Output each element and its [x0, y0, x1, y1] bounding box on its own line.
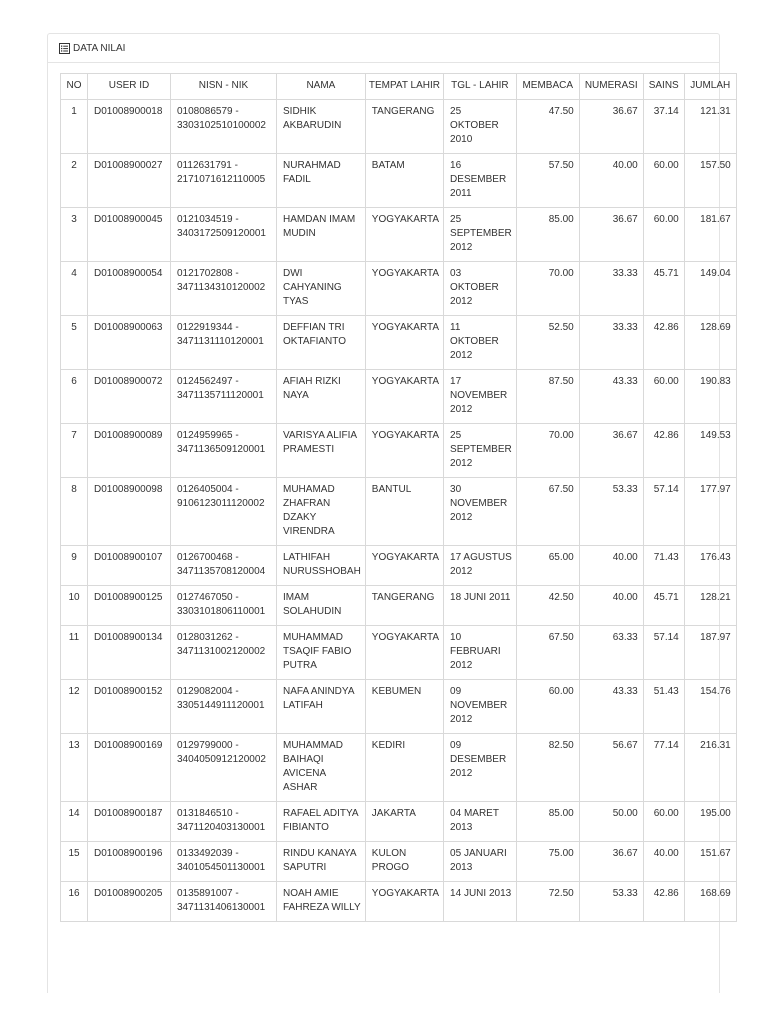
cell-tgl-lahir: 30 NOVEMBER 2012: [444, 478, 517, 546]
cell-no: 15: [61, 842, 88, 882]
cell-sains: 60.00: [643, 154, 684, 208]
cell-nisn-nik: 0124959965 - 3471136509120001: [171, 424, 277, 478]
cell-nama: RAFAEL ADITYA FIBIANTO: [277, 802, 366, 842]
cell-sains: 57.14: [643, 626, 684, 680]
cell-nama: NOAH AMIE FAHREZA WILLY: [277, 882, 366, 922]
table-row: [61, 882, 737, 922]
cell-nama: RINDU KANAYA SAPUTRI: [277, 842, 366, 882]
table-row: [61, 208, 737, 262]
cell-membaca: 85.00: [516, 208, 579, 262]
cell-nama: AFIAH RIZKI NAYA: [277, 370, 366, 424]
cell-tempat-lahir: KULON PROGO: [365, 842, 443, 882]
cell-membaca: 87.50: [516, 370, 579, 424]
cell-membaca: 42.50: [516, 586, 579, 626]
cell-membaca: 70.00: [516, 424, 579, 478]
table-row: [61, 154, 737, 208]
cell-numerasi: 50.00: [579, 802, 643, 842]
cell-sains: 45.71: [643, 262, 684, 316]
cell-nama: NURAHMAD FADIL: [277, 154, 366, 208]
cell-user-id: D01008900125: [88, 586, 171, 626]
cell-membaca: 65.00: [516, 546, 579, 586]
cell-membaca: 60.00: [516, 680, 579, 734]
cell-no: 13: [61, 734, 88, 802]
table-row: [61, 680, 737, 734]
cell-tempat-lahir: YOGYAKARTA: [365, 546, 443, 586]
table-row: [61, 546, 737, 586]
cell-no: 11: [61, 626, 88, 680]
cell-tgl-lahir: 25 SEPTEMBER 2012: [444, 208, 517, 262]
cell-nisn-nik: 0133492039 - 3401054501130001: [171, 842, 277, 882]
cell-tgl-lahir: 18 JUNI 2011: [444, 586, 517, 626]
cell-numerasi: 53.33: [579, 478, 643, 546]
cell-tempat-lahir: YOGYAKARTA: [365, 424, 443, 478]
cell-membaca: 75.00: [516, 842, 579, 882]
cell-membaca: 67.50: [516, 626, 579, 680]
cell-nama: HAMDAN IMAM MUDIN: [277, 208, 366, 262]
cell-numerasi: 43.33: [579, 370, 643, 424]
cell-numerasi: 53.33: [579, 882, 643, 922]
cell-tgl-lahir: 04 MARET 2013: [444, 802, 517, 842]
cell-jumlah: 187.97: [684, 626, 736, 680]
cell-jumlah: 121.31: [684, 100, 736, 154]
cell-numerasi: 43.33: [579, 680, 643, 734]
cell-jumlah: 128.21: [684, 586, 736, 626]
cell-jumlah: 168.69: [684, 882, 736, 922]
cell-sains: 42.86: [643, 424, 684, 478]
cell-user-id: D01008900134: [88, 626, 171, 680]
cell-nisn-nik: 0129082004 - 3305144911120001: [171, 680, 277, 734]
cell-sains: 57.14: [643, 478, 684, 546]
cell-numerasi: 36.67: [579, 208, 643, 262]
cell-numerasi: 40.00: [579, 586, 643, 626]
cell-numerasi: 36.67: [579, 424, 643, 478]
cell-nama: MUHAMMAD TSAQIF FABIO PUTRA: [277, 626, 366, 680]
cell-nama: NAFA ANINDYA LATIFAH: [277, 680, 366, 734]
cell-numerasi: 56.67: [579, 734, 643, 802]
cell-no: 6: [61, 370, 88, 424]
panel-title: DATA NILAI: [73, 42, 126, 54]
cell-nisn-nik: 0135891007 - 3471131406130001: [171, 882, 277, 922]
cell-tgl-lahir: 25 SEPTEMBER 2012: [444, 424, 517, 478]
cell-no: 1: [61, 100, 88, 154]
cell-jumlah: 176.43: [684, 546, 736, 586]
cell-sains: 60.00: [643, 802, 684, 842]
cell-sains: 51.43: [643, 680, 684, 734]
cell-no: 8: [61, 478, 88, 546]
table-row: [61, 626, 737, 680]
cell-tgl-lahir: 17 AGUSTUS 2012: [444, 546, 517, 586]
cell-nisn-nik: 0128031262 - 3471131002120002: [171, 626, 277, 680]
cell-tempat-lahir: YOGYAKARTA: [365, 316, 443, 370]
cell-numerasi: 40.00: [579, 546, 643, 586]
cell-jumlah: 181.67: [684, 208, 736, 262]
col-header-tgl-lahir[interactable]: TGL - LAHIR: [444, 74, 517, 100]
cell-jumlah: 149.04: [684, 262, 736, 316]
col-header-user-id[interactable]: USER ID: [88, 74, 171, 100]
cell-sains: 45.71: [643, 586, 684, 626]
cell-sains: 60.00: [643, 208, 684, 262]
cell-user-id: D01008900205: [88, 882, 171, 922]
cell-membaca: 67.50: [516, 478, 579, 546]
cell-tgl-lahir: 03 OKTOBER 2012: [444, 262, 517, 316]
col-header-sains[interactable]: SAINS: [643, 74, 684, 100]
cell-numerasi: 33.33: [579, 262, 643, 316]
cell-tempat-lahir: YOGYAKARTA: [365, 882, 443, 922]
cell-no: 14: [61, 802, 88, 842]
cell-no: 4: [61, 262, 88, 316]
cell-nisn-nik: 0126405004 - 9106123011120002: [171, 478, 277, 546]
cell-user-id: D01008900169: [88, 734, 171, 802]
col-header-membaca[interactable]: MEMBACA: [516, 74, 579, 100]
cell-jumlah: 154.76: [684, 680, 736, 734]
cell-nama: VARISYA ALIFIA PRAMESTI: [277, 424, 366, 478]
cell-nama: DWI CAHYANING TYAS: [277, 262, 366, 316]
cell-no: 3: [61, 208, 88, 262]
cell-tgl-lahir: 16 DESEMBER 2011: [444, 154, 517, 208]
cell-tgl-lahir: 14 JUNI 2013: [444, 882, 517, 922]
cell-user-id: D01008900018: [88, 100, 171, 154]
cell-jumlah: 151.67: [684, 842, 736, 882]
cell-jumlah: 190.83: [684, 370, 736, 424]
cell-tempat-lahir: TANGERANG: [365, 100, 443, 154]
cell-nisn-nik: 0121034519 - 3403172509120001: [171, 208, 277, 262]
cell-user-id: D01008900054: [88, 262, 171, 316]
cell-tgl-lahir: 09 NOVEMBER 2012: [444, 680, 517, 734]
cell-no: 2: [61, 154, 88, 208]
cell-nisn-nik: 0108086579 - 3303102510100002: [171, 100, 277, 154]
cell-user-id: D01008900072: [88, 370, 171, 424]
cell-numerasi: 36.67: [579, 842, 643, 882]
cell-sains: 77.14: [643, 734, 684, 802]
table-row: [61, 478, 737, 546]
cell-user-id: D01008900152: [88, 680, 171, 734]
cell-no: 9: [61, 546, 88, 586]
table-row: [61, 802, 737, 842]
col-header-no[interactable]: NO: [61, 74, 88, 100]
table-row: [61, 316, 737, 370]
cell-membaca: 57.50: [516, 154, 579, 208]
cell-no: 16: [61, 882, 88, 922]
table-row: [61, 586, 737, 626]
cell-tgl-lahir: 09 DESEMBER 2012: [444, 734, 517, 802]
cell-numerasi: 36.67: [579, 100, 643, 154]
cell-tempat-lahir: JAKARTA: [365, 802, 443, 842]
table-row: [61, 262, 737, 316]
cell-nisn-nik: 0131846510 - 3471120403130001: [171, 802, 277, 842]
cell-jumlah: 157.50: [684, 154, 736, 208]
cell-numerasi: 33.33: [579, 316, 643, 370]
cell-nisn-nik: 0124562497 - 3471135711120001: [171, 370, 277, 424]
cell-jumlah: 128.69: [684, 316, 736, 370]
cell-user-id: D01008900187: [88, 802, 171, 842]
cell-jumlah: 177.97: [684, 478, 736, 546]
cell-tgl-lahir: 10 FEBRUARI 2012: [444, 626, 517, 680]
table-row: [61, 734, 737, 802]
cell-nisn-nik: 0129799000 - 3404050912120002: [171, 734, 277, 802]
table-row: [61, 370, 737, 424]
cell-user-id: D01008900098: [88, 478, 171, 546]
cell-membaca: 72.50: [516, 882, 579, 922]
cell-nisn-nik: 0121702808 - 3471134310120002: [171, 262, 277, 316]
cell-jumlah: 216.31: [684, 734, 736, 802]
cell-tempat-lahir: YOGYAKARTA: [365, 208, 443, 262]
col-header-tempat-lahir[interactable]: TEMPAT LAHIR: [365, 74, 443, 100]
cell-membaca: 85.00: [516, 802, 579, 842]
cell-user-id: D01008900089: [88, 424, 171, 478]
col-header-nama[interactable]: NAMA: [277, 74, 366, 100]
cell-tempat-lahir: KEDIRI: [365, 734, 443, 802]
cell-tgl-lahir: 17 NOVEMBER 2012: [444, 370, 517, 424]
cell-user-id: D01008900063: [88, 316, 171, 370]
col-header-nisn-nik[interactable]: NISN - NIK: [171, 74, 277, 100]
cell-membaca: 47.50: [516, 100, 579, 154]
table-row: [61, 842, 737, 882]
cell-user-id: D01008900027: [88, 154, 171, 208]
table-header-row: [61, 74, 737, 100]
cell-nisn-nik: 0122919344 - 3471131110120001: [171, 316, 277, 370]
cell-tempat-lahir: BATAM: [365, 154, 443, 208]
cell-sains: 40.00: [643, 842, 684, 882]
cell-nama: MUHAMAD ZHAFRAN DZAKY VIRENDRA: [277, 478, 366, 546]
cell-user-id: D01008900196: [88, 842, 171, 882]
cell-tempat-lahir: YOGYAKARTA: [365, 262, 443, 316]
cell-user-id: D01008900045: [88, 208, 171, 262]
cell-no: 5: [61, 316, 88, 370]
cell-tgl-lahir: 25 OKTOBER 2010: [444, 100, 517, 154]
list-icon: [59, 43, 70, 54]
cell-tempat-lahir: TANGERANG: [365, 586, 443, 626]
cell-jumlah: 195.00: [684, 802, 736, 842]
table-row: [61, 424, 737, 478]
cell-no: 12: [61, 680, 88, 734]
panel-heading: [48, 34, 719, 63]
cell-nisn-nik: 0126700468 - 3471135708120004: [171, 546, 277, 586]
cell-sains: 37.14: [643, 100, 684, 154]
cell-numerasi: 40.00: [579, 154, 643, 208]
cell-membaca: 70.00: [516, 262, 579, 316]
cell-nama: DEFFIAN TRI OKTAFIANTO: [277, 316, 366, 370]
cell-membaca: 82.50: [516, 734, 579, 802]
cell-nama: MUHAMMAD BAIHAQI AVICENA ASHAR: [277, 734, 366, 802]
cell-sains: 71.43: [643, 546, 684, 586]
cell-numerasi: 63.33: [579, 626, 643, 680]
cell-tgl-lahir: 11 OKTOBER 2012: [444, 316, 517, 370]
cell-tempat-lahir: YOGYAKARTA: [365, 626, 443, 680]
cell-sains: 42.86: [643, 316, 684, 370]
table-row: [61, 100, 737, 154]
cell-jumlah: 149.53: [684, 424, 736, 478]
cell-tempat-lahir: BANTUL: [365, 478, 443, 546]
cell-tempat-lahir: YOGYAKARTA: [365, 370, 443, 424]
cell-sains: 42.86: [643, 882, 684, 922]
cell-sains: 60.00: [643, 370, 684, 424]
cell-membaca: 52.50: [516, 316, 579, 370]
cell-nama: LATHIFAH NURUSSHOBAH: [277, 546, 366, 586]
col-header-numerasi[interactable]: NUMERASI: [579, 74, 643, 100]
cell-nama: IMAM SOLAHUDIN: [277, 586, 366, 626]
data-nilai-table: [60, 73, 737, 922]
cell-nama: SIDHIK AKBARUDIN: [277, 100, 366, 154]
cell-nisn-nik: 0127467050 - 3303101806110001: [171, 586, 277, 626]
cell-no: 7: [61, 424, 88, 478]
cell-user-id: D01008900107: [88, 546, 171, 586]
cell-nisn-nik: 0112631791 - 2171071612110005: [171, 154, 277, 208]
cell-tempat-lahir: KEBUMEN: [365, 680, 443, 734]
col-header-jumlah[interactable]: JUMLAH: [684, 74, 736, 100]
cell-tgl-lahir: 05 JANUARI 2013: [444, 842, 517, 882]
cell-no: 10: [61, 586, 88, 626]
